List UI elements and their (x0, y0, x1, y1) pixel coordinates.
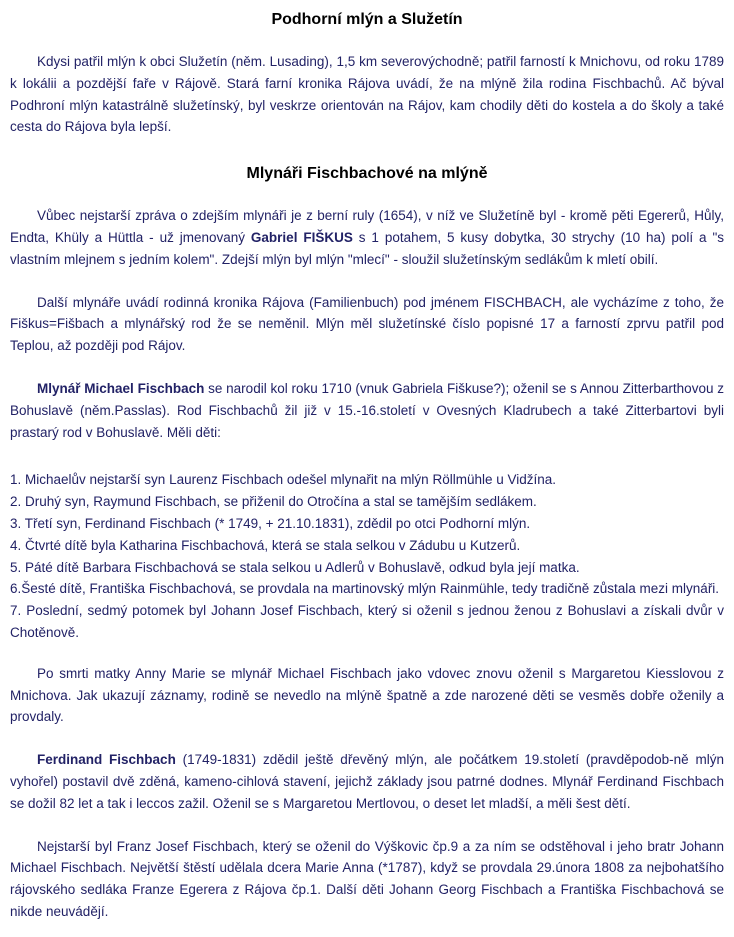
michael-paragraph (10, 378, 724, 443)
berni-rula-text-post: s 1 potahem, 5 kusy dobytka, 30 strychy (10 ha) polí a "s vlastním mlejnem s jedním kolem". Zdejší mlýn byl mlýn "mlecí" - sloužil služetínským sedlákům k mletí obilí. (10, 229, 725, 267)
ferdinand-paragraph (10, 749, 724, 814)
list-item: 5. Páté dítě Barbara Fischbachová se stala selkou u Adlerů v Bohuslavě, odkud byla její matka. (10, 559, 580, 575)
list-item: 3. Třetí syn, Ferdinand Fischbach (* 1749, + 21.10.1831), zdědil po otci Podhorní mlýn. (10, 515, 531, 531)
section-heading: Mlynáři Fischbachové na mlýně (246, 165, 488, 183)
children-list (10, 469, 724, 643)
heirs-paragraph: Nejstarší byl Franz Josef Fischbach, který se oženil do Výškovic čp.9 a za ním se odstěhoval i jeho bratr Johann Michael Fischbach. Největší štěstí udělala dcera Marie Anna (*1787), když se provdala 29.února 1808 za nejbohatšího rájovského sedláka Franze Egerera z Rájova čp.1. Další děti Johann Georg Fischbach a Františka Fischbachová se nikde neuvádějí. (10, 838, 724, 919)
michael-fischbach-bold-name: Mlynář Michael Fischbach (37, 380, 205, 396)
familienbuch-paragraph: Další mlynáře uvádí rodinná kronika Rájova (Familienbuch) pod jménem FISCHBACH, ale vycházíme z toho, že Fiškus=Fišbach a mlynářský rod že se neměnil. Mlýn měl služetínské číslo popisné 17 a farností zprvu patřil pod Teplou, až později pod Rájov. (10, 294, 724, 354)
berni-rula-paragraph (10, 205, 724, 270)
list-item: 6.Šesté dítě, Františka Fischbachová, se provdala na martinovský mlýn Rainmühle, tedy tradičně zůstala mezi mlynáři. (10, 581, 720, 597)
intro-paragraph: Kdysi patřil mlýn k obci Služetín (něm. Lusading), 1,5 km severovýchodně; patřil farností k Mnichovu, od roku 1789 k lokálii a pozdější faře v Rájově. Stará farní kronika Rájova uvádí, že na mlýně žila rodina Fischbachů. Ač býval Podhroní mlýn katastrálně služetínský, byl veskrze orientován na Rájov, kam chodily děti do kostela a do školy a také cesta do Rájova byla lepší. (10, 54, 724, 135)
michael-text-rest: se narodil kol roku 1710 (vnuk Gabriela Fiškuse?); oženil se s Annou Zitterbarthovou z Bohuslavě (něm.Passlas). Rod Fischbachů žil již v 15.-16.století v Ovesných Kladrubech a také Zitterbartovi byli prastarý rod v Bohuslavě. Měli děti: (10, 380, 724, 440)
ferdinand-text-rest: (1749-1831) zdědil ještě dřevěný mlýn, ale počátkem 19.století (pravděpodob-ně mlýn vyhořel) postavil dvě zděná, kameno-cihlová stavení, jejichž základy jsou patrné dodnes. Mlynář Ferdinand Fischbach se dožil 82 let a tak i leccos zažil. Oženil se s Margaretou Mertlovou, o deset let mladší, a měli šest dětí. (10, 752, 724, 811)
list-item: 2. Druhý syn, Raymund Fischbach, se přiženil do Otročína a stal se tamějším sedlákem. (10, 494, 537, 510)
list-item: 7. Poslední, sedmý potomek byl Johann Josef Fischbach, který si oženil s jednou ženou z Bohuslavi a získali dvůr v Chotěnově. (10, 603, 724, 640)
gabriel-fiskus-bold-name: Gabriel FIŠKUS (250, 229, 353, 245)
list-item: 1. Michaelův nejstarší syn Laurenz Fischbach odešel mlynařit na mlýn Röllmühle u Vidžína. (10, 472, 557, 488)
remarriage-paragraph: Po smrti matky Anny Marie se mlynář Michael Fischbach jako vdovec znovu oženil s Margaretou Kiesslovou z Mnichova. Jak ukazují záznamy, rodině se nevedlo na mlýně špatně a zde narozené děti se vesměs dobře oženily a provdaly. (10, 665, 724, 725)
page-title: Podhorní mlýn a Služetín (271, 11, 463, 28)
list-item: 4. Čtvrté dítě byla Katharina Fischbachová, která se stala selkou v Zádubu u Kutzerů. (10, 537, 521, 553)
ferdinand-fischbach-bold-name: Ferdinand Fischbach (37, 752, 176, 768)
berni-rula-text-pre: Vůbec nejstarší zpráva o zdejším mlynáři je z berní ruly (1654), v níž ve Služetíně byl - kromě pěti Egererů, Hůly, Endta, Khüly a Hüttla - už jmenovaný (10, 208, 724, 245)
